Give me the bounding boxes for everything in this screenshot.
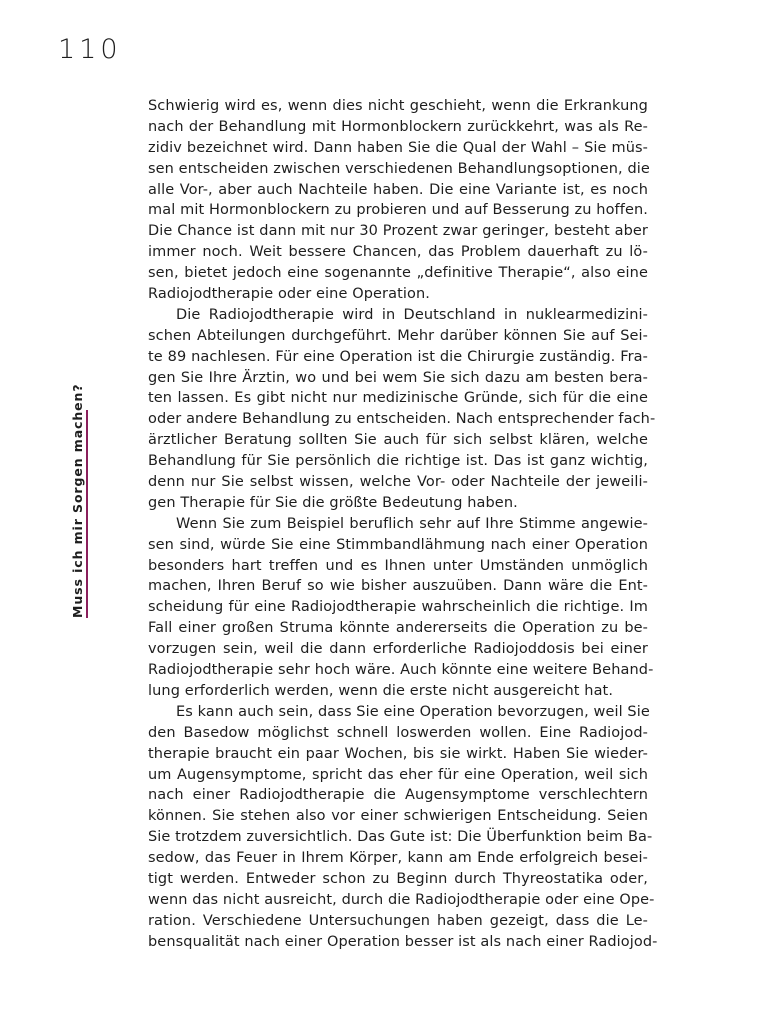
text-line: machen, Ihren Beruf so wie bisher auszuüben. Dann wäre die Ent-: [148, 578, 648, 595]
paragraph-last-line: Radiojodtherapie oder eine Operation.: [148, 286, 430, 303]
text-line: ärztlicher Beratung sollten Sie auch für sich selbst klären, welche: [148, 432, 648, 449]
body-text: [148, 96, 658, 953]
text-line: schen Abteilungen durchgeführt. Mehr darüber können Sie auf Sei-: [148, 327, 648, 344]
paragraph-last-line: lung erforderlich werden, wenn die erste nicht ausgereicht hat.: [148, 682, 614, 699]
text-line: gen Sie Ihre Ärztin, wo und bei wem Sie sich dazu am besten bera-: [148, 369, 648, 386]
text-line: sen, bietet jedoch eine sogenannte „definitive Therapie“, also eine: [148, 265, 648, 282]
text-line: ration. Verschiedene Untersuchungen haben gezeigt, dass die Le-: [148, 912, 648, 929]
text-line: besonders hart treffen und es Ihnen unter Umständen unmöglich: [148, 557, 648, 574]
text-line: immer noch. Weit bessere Chancen, das Problem dauerhaft zu lö-: [148, 244, 648, 261]
text-line: Radiojodtherapie sehr hoch wäre. Auch könnte eine weitere Behand-: [148, 662, 654, 679]
text-line: um Augensymptome, spricht das eher für eine Operation, weil sich: [148, 766, 648, 783]
page-number: 110: [58, 34, 122, 65]
text-line: Schwierig wird es, wenn dies nicht geschieht, wenn die Erkrankung: [148, 98, 648, 114]
text-line: scheidung für eine Radiojodtherapie wahrscheinlich die richtige. Im: [148, 599, 648, 616]
text-line: den Basedow möglichst schnell loswerden wollen. Eine Radiojod-: [148, 724, 648, 741]
text-line: tigt werden. Entweder schon zu Beginn durch Thyreostatika oder,: [148, 870, 648, 887]
text-line: können. Sie stehen also vor einer schwierigen Entscheidung. Seien: [148, 808, 648, 825]
text-line: sen sind, würde Sie eine Stimmbandlähmung nach einer Operation: [148, 536, 648, 553]
text-line: vorzugen sein, weil die dann erforderliche Radiojoddosis bei einer: [148, 641, 648, 658]
paragraph-first-line: Die Radiojodtherapie wird in Deutschland in nuklearmedizini-: [176, 306, 648, 323]
paragraph-first-line: Wenn Sie zum Beispiel beruflich sehr auf Ihre Stimme angewie-: [176, 515, 648, 532]
paragraph-first-line: Es kann auch sein, dass Sie eine Operation bevorzugen, weil Sie: [176, 703, 650, 720]
text-line: Behandlung für Sie persönlich die richtige ist. Das ist ganz wichtig,: [148, 453, 648, 470]
text-line: alle Vor-, aber auch Nachteile haben. Die eine Variante ist, es noch: [148, 181, 648, 198]
text-line: ten lassen. Es gibt nicht nur medizinische Gründe, sich für die eine: [148, 390, 648, 407]
text-line: oder andere Behandlung zu entscheiden. Nach entsprechender fach-: [148, 411, 656, 428]
text-line: denn nur Sie selbst wissen, welche Vor- oder Nachteile der jeweili-: [148, 474, 648, 491]
running-head-rule: [86, 410, 88, 618]
text-line: bensqualität nach einer Operation besser ist als nach einer Radiojod-: [148, 933, 658, 950]
text-line: therapie braucht ein paar Wochen, bis sie wirkt. Haben Sie wieder-: [148, 745, 648, 762]
text-line: zidiv bezeichnet wird. Dann haben Sie die Qual der Wahl – Sie müs-: [148, 139, 648, 156]
text-line: sedow, das Feuer in Ihrem Körper, kann am Ende erfolgreich besei-: [148, 850, 648, 867]
text-line: nach der Behandlung mit Hormonblockern zurückkehrt, was als Re-: [148, 118, 648, 135]
text-line: wenn das nicht ausreicht, durch die Radiojodtherapie oder eine Ope-: [148, 891, 655, 908]
text-line: Die Chance ist dann mit nur 30 Prozent zwar geringer, besteht aber: [148, 223, 648, 240]
text-line: sen entscheiden zwischen verschiedenen Behandlungsoptionen, die: [148, 160, 650, 177]
text-line: Sie trotzdem zuversichtlich. Das Gute ist: Die Überfunktion beim Ba-: [148, 829, 653, 846]
text-line: Fall einer großen Struma könnte andererseits die Operation zu be-: [148, 620, 648, 637]
running-head: Muss ich mir Sorgen machen?: [70, 383, 85, 618]
text-line: te 89 nachlesen. Für eine Operation ist die Chirurgie zuständig. Fra-: [148, 348, 648, 365]
text-line: nach einer Radiojodtherapie die Augensymptome verschlechtern: [148, 787, 648, 804]
text-line: mal mit Hormonblockern zu probieren und auf Besserung zu hoffen.: [148, 202, 648, 219]
paragraph-last-line: gen Therapie für Sie die größte Bedeutung haben.: [148, 494, 518, 511]
